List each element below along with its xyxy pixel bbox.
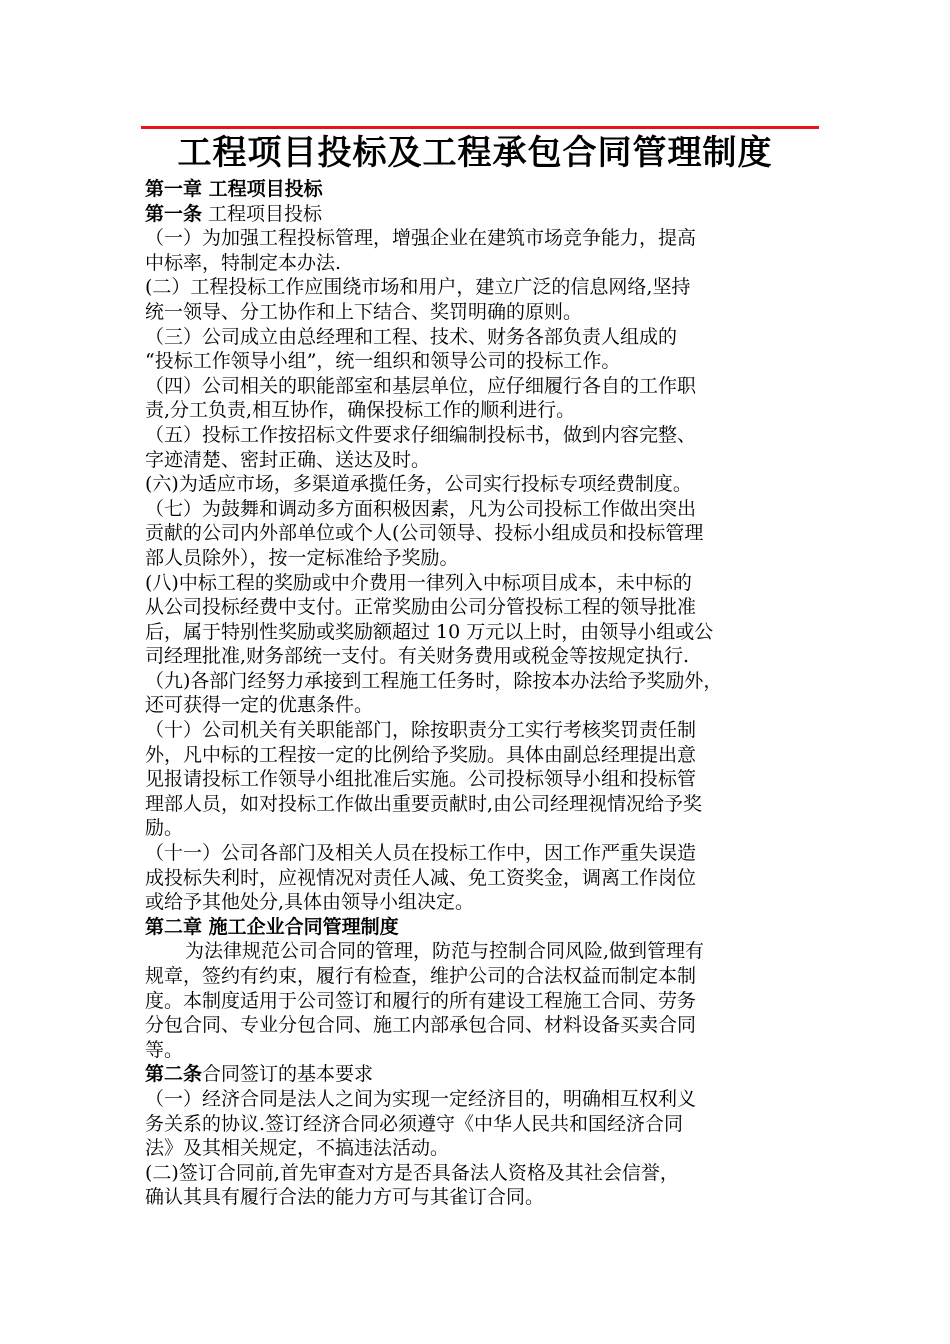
article-2-title: 合同签订的基本要求 [202, 1063, 374, 1086]
text-line: 确认其具有履行合法的能力方可与其雀订合同。 [145, 1186, 545, 1209]
text-line: （五）投标工作按招标文件要求仔细编制投标书，做到内容完整、 [145, 423, 697, 446]
text-line: 法》及其相关规定，不搞违法活动。 [145, 1137, 450, 1160]
text-line: “投标工作领导小组”，统一组织和领导公司的投标工作。 [145, 350, 621, 373]
text-line: （四）公司相关的职能部室和基层单位，应仔细履行各自的工作职 [145, 374, 697, 397]
text-line: （十）公司机关有关职能部门，除按职责分工实行考核奖罚责任制 [145, 719, 697, 742]
article-2-label: 第二条 [145, 1063, 203, 1086]
text-line: 或给予其他处分,具体由领导小组决定。 [145, 891, 475, 914]
text-line: (六)为适应市场，多渠道承揽任务，公司实行投标专项经费制度。 [145, 473, 692, 496]
text-line: 成投标失利时，应视情况对责任人减、免工资奖金，调离工作岗位 [145, 866, 697, 889]
text-line: 中标率，特制定本办法. [145, 251, 342, 274]
text-line: （七）为鼓舞和调动多方面积极因素，凡为公司投标工作做出突出 [145, 497, 697, 520]
text-line: （十一）公司各部门及相关人员在投标工作中，因工作严重失误造 [145, 842, 697, 865]
chapter-2-heading: 第二章 施工企业合同管理制度 [145, 915, 399, 938]
article-1-title: 工程项目投标 [202, 202, 323, 225]
document-title: 工程项目投标及工程承包合同管理制度 [177, 133, 773, 173]
text-line: （一）经济合同是法人之间为实现一定经济目的，明确相互权利义 [145, 1087, 697, 1110]
text-line: (二）工程投标工作应围绕市场和用户，建立广泛的信息网络,坚持 [145, 276, 691, 299]
text-line: 统一领导、分工协作和上下结合、奖罚明确的原则。 [145, 300, 583, 323]
chapter-2-intro-first-line: 为法律规范公司合同的管理，防范与控制合同风险,做到管理有 [185, 940, 705, 963]
article-1-heading [145, 202, 820, 227]
text-line: （三）公司成立由总经理和工程、技术、财务各部负责人组成的 [145, 325, 678, 348]
text-line: 外，凡中标的工程按一定的比例给予奖励。具体由副总经理提出意 [145, 743, 697, 766]
text-line: （一）为加强工程投标管理，增强企业在建筑市场竞争能力，提高 [145, 227, 697, 250]
text-line: （九)各部门经努力承接到工程施工任务时，除按本办法给予奖励外， [145, 669, 723, 692]
text-line: 规章，签约有约束，履行有检查，维护公司的合法权益而制定本制 [145, 965, 697, 987]
text-line: 部人员除外），按一定标准给予奖励。 [145, 546, 459, 569]
chapter-1-paragraphs [145, 226, 820, 915]
text-line: 理部人员，如对投标工作做出重要贡献时,由公司经理视情况给予奖 [145, 792, 703, 815]
text-line: 字迹清楚、密封正确、送达及时。 [145, 448, 431, 471]
text-line: 责,分工负责,相互协作，确保投标工作的顺利进行。 [145, 399, 576, 422]
text-line: 后，属于特别性奖励或奖励额超过 10 万元以上时，由领导小组或公 [145, 620, 714, 643]
text-line: 贡献的公司内外部单位或个人(公司领导、投标小组成员和投标管理 [145, 522, 704, 545]
text-line: 还可获得一定的优惠条件。 [145, 694, 374, 717]
text-line: 见报请投标工作领导小组批准后实施。公司投标领导小组和投标管 [145, 768, 697, 791]
text-line: 度。本制度适用于公司签订和履行的所有建设工程施工合同、劳务 [145, 989, 697, 1012]
article-1-label: 第一条 [145, 202, 203, 225]
text-line: 司经理批准,财务部统一支付。有关财务费用或税金等按规定执行. [145, 645, 690, 668]
chapter-2-paragraphs [145, 1087, 820, 1210]
text-line: (八)中标工程的奖励或中介费用一律列入中标项目成本，未中标的 [145, 571, 692, 594]
chapter-1-heading: 第一章 工程项目投标 [145, 178, 323, 200]
text-line: 等。 [145, 1038, 184, 1061]
text-line: 励。 [145, 817, 184, 840]
text-line: 分包合同、专业分包合同、施工内部承包合同、材料设备买卖合同 [145, 1014, 697, 1037]
text-line: 务关系的协议.签订经济合同必须遵守《中华人民共和国经济合同 [145, 1112, 684, 1135]
text-line: (二)签订合同前,首先审查对方是否具备法人资格及其社会信誉， [145, 1161, 679, 1184]
header-red-rule [141, 126, 819, 129]
document-body [145, 177, 820, 1210]
article-2-heading [145, 1062, 820, 1087]
text-line: 从公司投标经费中支付。正常奖励由公司分管投标工程的领导批准 [145, 596, 697, 619]
chapter-2-intro [145, 964, 820, 1062]
